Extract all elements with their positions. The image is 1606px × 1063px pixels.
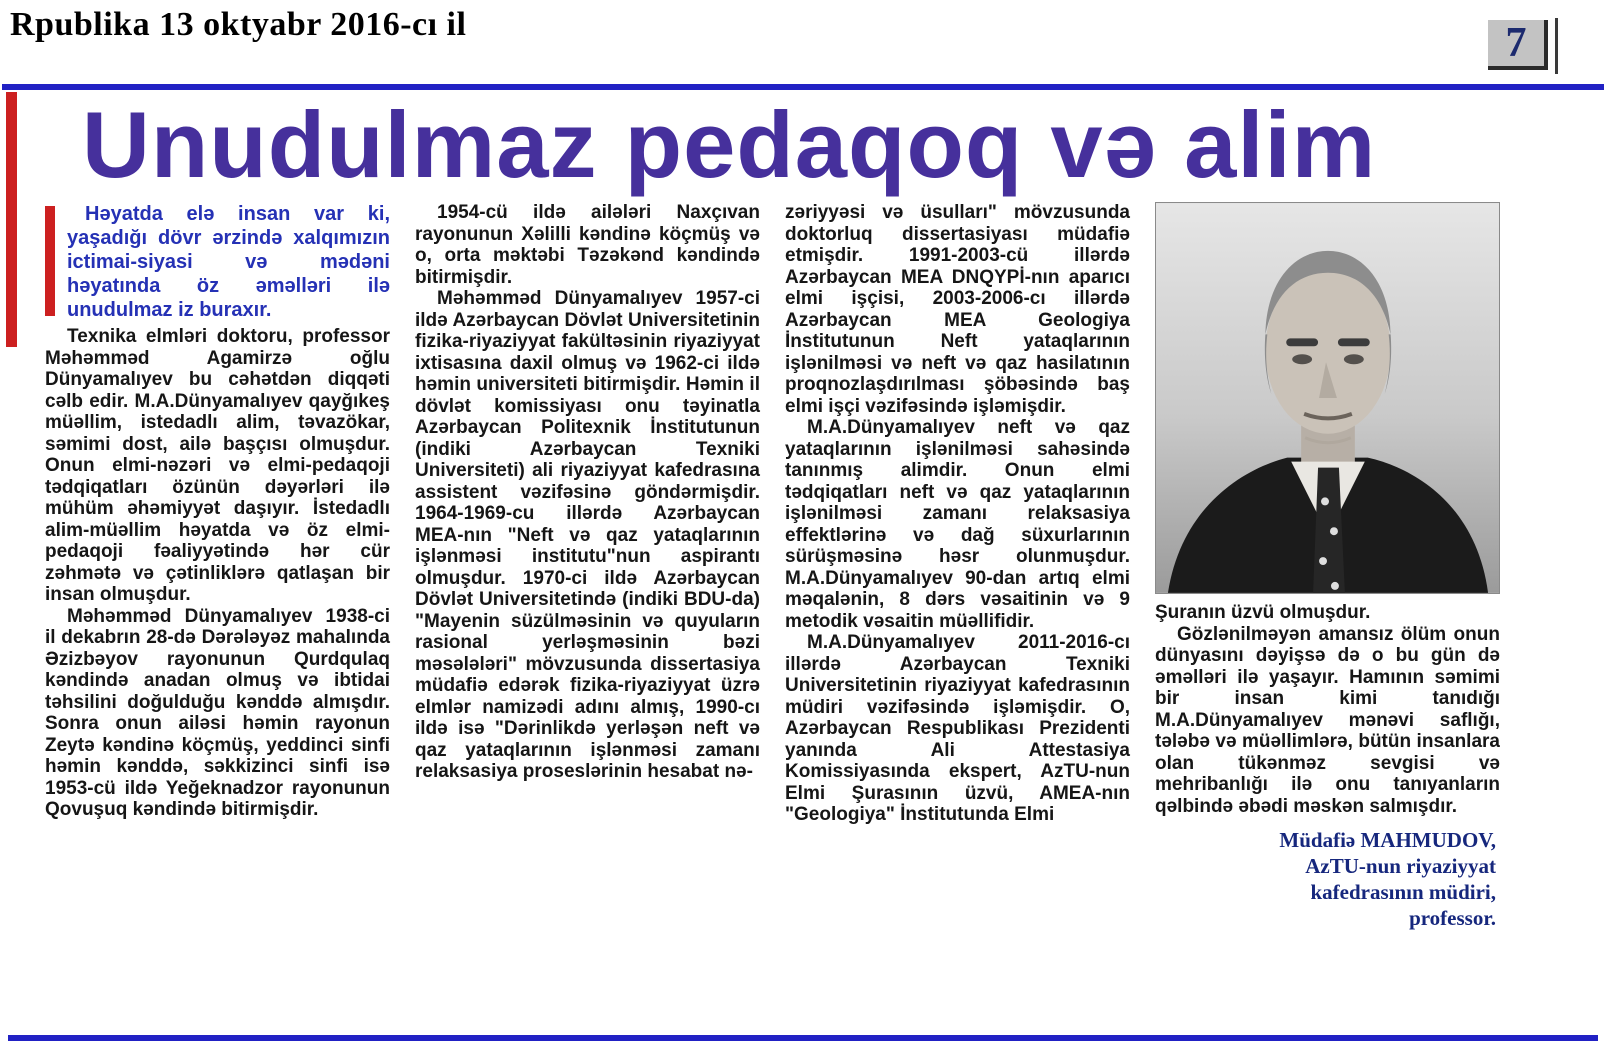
photo-column [1155, 202, 1500, 1018]
masthead-title: Rpublika 13 oktyabr 2016-cı il [10, 6, 467, 43]
byline-affiliation-line1: AzTU-nun riyaziyyat [1305, 854, 1496, 878]
paragraph: Məhəmməd Dünyamalıyev 1957-ci ildə Azərbaycan Dövlət Universitetinin fizika-riyaziyyat fakültəsinin riyaziyyat ixtisasına daxil olmuş və 1962-ci ildə həmin universiteti bitirmişdir. Həmin il dövlət komissiyası onu təyinatla Azərbaycan Politexnik İnstitutunun (indiki Azərbaycan Texniki Universiteti) ali riyaziyyat kafedrasına assistent vəzifəsinə göndərmişdir. 1964-1969-cu illərdə Azərbaycan MEA-nın "Neft və qaz yataqlarının işlənməsi institutu"nun aspirantı olmuşdur. 1970-ci ildə Azərbaycan Dövlət Universitetində (indiki BDU-da) "Mayenin süzülməsinin və quyuların rasional yerləşməsinin bəzi məsələləri" mövzusunda dissertasiya müdafiə edərək fizika-riyaziyyat üzrə elmlər namizədi adını almış, 1990-cı ildə isə "Dərinlikdə yerləşən neft və qaz yataqlarının işlənməsi zamanı relaksasiya proseslərinin hesabat nə- [415, 288, 760, 782]
paragraph: 1954-cü ildə ailələri Naxçıvan rayonunun Xəlilli kəndinə köçmüş və o, orta məktəbi Təzəkənd kəndində bitirmişdir. [415, 202, 760, 288]
photo-caption-continuation: Şuranın üzvü olmuşdur. [1155, 602, 1371, 623]
article-headline: Unudulmaz pedaqoq və alim [82, 92, 1377, 197]
lede-red-bar [45, 206, 55, 316]
page-number-rule [1555, 18, 1558, 74]
text-column-1 [45, 202, 390, 1018]
bottom-divider-rule [8, 1035, 1598, 1041]
text-column-2 [415, 202, 760, 1018]
byline-affiliation-line2: kafedrasının müdiri, [1310, 880, 1496, 904]
paragraph: M.A.Dünyamalıyev 2011-2016-cı illərdə Azərbaycan Texniki Universitetinin riyaziyyat kafedrasının müdiri vəzifəsində işləmişdir. O, Azərbaycan Respublikası Prezidenti yanında Ali Attestasiya Komissiyasında ekspert, AzTU-nun Elmi Şurasının üzvü, AMEA-nın "Geologiya" İnstitutunda Elmi [785, 632, 1130, 825]
paragraph: Texnika elmləri doktoru, professor Məhəmməd Agamirzə oğlu Dünyamalıyev bu cəhətdən diqqəti cəlb edir. M.A.Dünyamalıyev qayğıkeş müəllim, istedadlı alim, təvazökar, səmimi dost, ailə başçısı olmuşdur. Onun elmi-nəzəri və elmi-pedaqoji tədqiqatları özünün dəyərləri ilə mühüm əhəmiyyət daşıyır. İstedadlı alim-müəllim həyatda və öz elmi-pedaqoji fəaliyyətində hər cür zəhmətə və çətinliklərə qatlaşan bir insan olmuşdur. [45, 326, 390, 605]
portrait-photo-illustration [1156, 203, 1499, 593]
left-red-accent-bar [6, 92, 17, 347]
byline-title: professor. [1409, 906, 1496, 930]
lede-paragraph: Həyatda elə insan var ki, yaşadığı dövr ərzində xalqımızın ictimai-siyasi və mədəni həyatında öz əməlləri ilə unudulmaz iz buraxır. [67, 203, 390, 321]
paragraph: Gözlənilməyən amansız ölüm onun dünyasını dəyişsə də o bu gün də əməlləri ilə yaşayır. Hamının səmimi bir insan kimi tanıdığı M.A.Dünyamalıyev mənəvi saflığı, tələbə və müəllimlərə, bütün insanlara olan tükənməz sevgisi və mehribanlığı ilə onu tanıyanların qəlbində əbədi məskən salmışdır. [1155, 623, 1500, 817]
paragraph: M.A.Dünyamalıyev neft və qaz yataqlarının işlənilməsi sahəsində tanınmış alimdir. Onun elmi tədqiqatları neft və qaz yataqlarının işlənilməsi zamanı relaksasiya effektlərinə və dağ süxurlarının sürüşməsinə həsr olunmuşdur. M.A.Dünyamalıyev 90-dan artıq elmi məqalənin, 8 dərs vəsaitinin və 9 metodik vəsaitin müəllifidir. [785, 417, 1130, 632]
paragraph: zəriyyəsi və üsulları" mövzusunda doktorluq dissertasiyası müdafiə etmişdir. 1991-2003-cü illərdə Azərbaycan MEA DNQYPİ-nın aparıcı elmi işçisi, 2003-2006-cı illərdə Azərbaycan MEA Geologiya İnstitutunun Neft yataqlarının işlənilməsi və neft və qaz hasilatının proqnozlaşdırılması şöbəsində baş elmi işçi vəzifəsində işləmişdir. [785, 202, 1130, 417]
page-header [0, 0, 1606, 84]
lede-block [45, 202, 390, 322]
page-number-badge: 7 [1488, 20, 1548, 70]
article-body [45, 202, 1500, 1018]
byline-author: Müdafiə MAHMUDOV, [1279, 828, 1496, 852]
portrait-photo [1155, 202, 1500, 594]
text-column-3 [785, 202, 1130, 1018]
top-divider-rule [2, 84, 1604, 90]
byline [1155, 827, 1500, 931]
paragraph: Məhəmməd Dünyamalıyev 1938-ci il dekabrın 28-də Dərələyəz mahalında Əzizbəyov rayonunun Qurdqulaq kəndində anadan olmuş və ibtidai təhsilini doğulduğu kənddə almışdır. Sonra onun ailəsi həmin rayonun Zeytə kəndinə köçmüş, yeddinci sinfi həmin kənddə, səkkizinci sinfi isə 1953-cü ildə Yeğeknadzor rayonunun Qovuşuq kəndində bitirmişdir. [45, 605, 390, 820]
